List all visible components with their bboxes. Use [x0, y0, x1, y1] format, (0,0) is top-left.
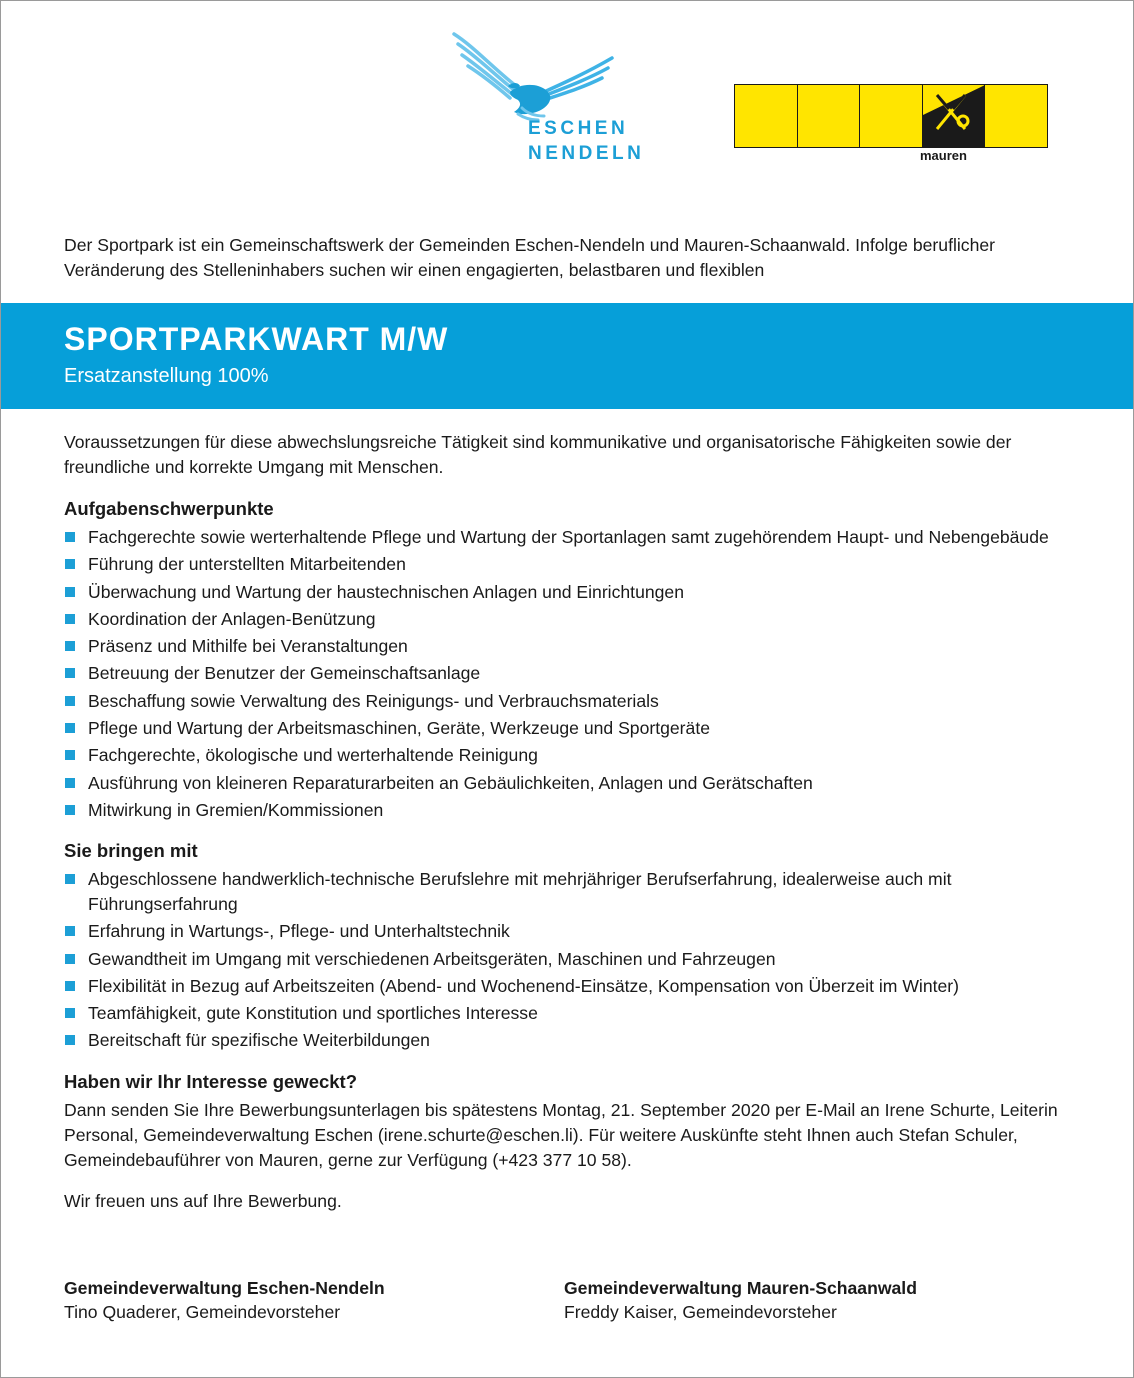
list-item [64, 1028, 1074, 1053]
bullet-square-icon [65, 805, 75, 815]
list-item-text: Bereitschaft für spezifische Weiterbildungen [88, 1030, 430, 1051]
mauren-logo-bar [734, 84, 1048, 148]
bullet-square-icon [65, 641, 75, 651]
job-subtitle: Ersatzanstellung 100% [64, 365, 269, 387]
signature-person: Freddy Kaiser, Gemeindevorsteher [564, 1302, 837, 1322]
list-item-text: Betreuung der Benutzer der Gemeinschaftsanlage [88, 663, 481, 684]
interest-heading: Haben wir Ihr Interesse geweckt? [64, 1070, 358, 1092]
list-item-text: Abgeschlossene handwerklich-technische Berufslehre mit mehrjähriger Berufserfahrung, idealerweise auch mit Führungserfahrung [88, 869, 952, 914]
list-item-text: Flexibilität in Bezug auf Arbeitszeiten (Abend- und Wochenend-Einsätze, Kompensation von Überzeit im Winter) [88, 975, 960, 996]
job-title-banner [1, 303, 1133, 409]
eschen-logo-line1: ESCHEN [528, 118, 629, 139]
list-item [64, 634, 1074, 659]
list-item-text: Präsenz und Mithilfe bei Veranstaltungen [88, 636, 408, 657]
list-item [64, 1001, 1074, 1026]
list-item-text: Überwachung und Wartung der haustechnischen Anlagen und Einrichtungen [88, 581, 684, 602]
list-item [64, 798, 1074, 823]
list-item-text: Fachgerechte sowie werterhaltende Pflege und Wartung der Sportanlagen samt zugehörendem Haupt- und Nebengebäude [88, 527, 1049, 547]
list-item-text: Beschaffung sowie Verwaltung des Reinigungs- und Verbrauchsmaterials [88, 690, 659, 711]
eschen-logo-line2: NENDELN [528, 143, 645, 164]
list-item-text: Teamfähigkeit, gute Konstitution und sportliches Interesse [88, 1003, 538, 1024]
closing-text: Wir freuen uns auf Ihre Bewerbung. [64, 1190, 342, 1211]
bullet-square-icon [65, 696, 75, 706]
list-item [64, 947, 1074, 972]
bullet-square-icon [65, 1008, 75, 1018]
mauren-coat-of-arms [923, 85, 986, 147]
bullet-square-icon [65, 778, 75, 788]
mauren-cell [798, 85, 861, 147]
bullet-square-icon [65, 981, 75, 991]
signature-org: Gemeindeverwaltung Mauren-Schaanwald [564, 1278, 917, 1298]
eschen-nendeln-logo [448, 28, 668, 168]
bullet-square-icon [65, 668, 75, 678]
list-item [64, 552, 1074, 577]
bullet-square-icon [65, 926, 75, 936]
signature-org: Gemeindeverwaltung Eschen-Nendeln [64, 1278, 385, 1298]
list-item-text: Mitwirkung in Gremien/Kommissionen [88, 799, 384, 820]
profile-list [64, 867, 1074, 1052]
application-instructions: Dann senden Sie Ihre Bewerbungsunterlagen bis spätestens Montag, 21. September 2020 per E-Mail an Irene Schurte, Leiterin Personal, Gemeindeverwaltung Eschen (irene.schurte@eschen.li). Für weitere Auskünfte steht Ihnen auch Stefan Schuler, Gemeindebauführer von Mauren, gerne zur Verfügung (+423 377 10 58). [64, 1099, 1058, 1170]
bullet-square-icon [65, 1035, 75, 1045]
signature-eschen [64, 1276, 385, 1324]
intro-text: Der Sportpark ist ein Gemeinschaftswerk der Gemeinden Eschen-Nendeln und Mauren-Schaanwald. Infolge beruflicher Veränderung des Stelleninhabers suchen wir einen engagierten, belastbaren und flexiblen [64, 235, 995, 280]
list-item [64, 867, 1074, 916]
job-title: SPORTPARKWART M/W [64, 321, 449, 357]
coat-of-arms-icon [923, 85, 985, 147]
bullet-square-icon [65, 954, 75, 964]
mauren-cell [860, 85, 923, 147]
bullet-square-icon [65, 874, 75, 884]
list-item [64, 607, 1074, 632]
list-item-text: Fachgerechte, ökologische und werterhaltende Reinigung [88, 745, 538, 766]
bullet-square-icon [65, 750, 75, 760]
bullet-square-icon [65, 614, 75, 624]
requirements-text: Voraussetzungen für diese abwechslungsreiche Tätigkeit sind kommunikative und organisatorische Fähigkeiten sowie der freundliche und korrekte Umgang mit Menschen. [64, 432, 1012, 477]
signature-mauren [564, 1276, 917, 1324]
list-item [64, 716, 1074, 741]
tasks-heading: Aufgabenschwerpunkte [64, 498, 274, 519]
mauren-logo-label: mauren [920, 148, 967, 163]
list-item [64, 661, 1074, 686]
dove-icon [448, 28, 618, 123]
signature-person: Tino Quaderer, Gemeindevorsteher [64, 1302, 341, 1322]
list-item [64, 919, 1074, 944]
bullet-square-icon [65, 723, 75, 733]
list-item [64, 743, 1074, 768]
list-item-text: Erfahrung in Wartungs-, Pflege- und Unterhaltstechnik [88, 921, 510, 942]
bullet-square-icon [65, 559, 75, 569]
mauren-cell [985, 85, 1047, 147]
list-item-text: Koordination der Anlagen-Benützung [88, 608, 376, 629]
profile-heading: Sie bringen mit [64, 840, 198, 862]
list-item-text: Pflege und Wartung der Arbeitsmaschinen, Geräte, Werkzeuge und Sportgeräte [88, 718, 711, 739]
list-item [64, 689, 1074, 714]
list-item [64, 580, 1074, 605]
list-item [64, 771, 1074, 796]
mauren-logo [734, 84, 1048, 166]
list-item-text: Führung der unterstellten Mitarbeitenden [88, 554, 406, 575]
list-item [64, 525, 1074, 550]
list-item-text: Ausführung von kleineren Reparaturarbeiten an Gebäulichkeiten, Anlagen und Gerätschaften [88, 772, 813, 793]
mauren-cell [735, 85, 798, 147]
bullet-square-icon [65, 532, 75, 542]
job-description [64, 430, 1074, 1214]
tasks-list [64, 525, 1074, 822]
bullet-square-icon [65, 587, 75, 597]
list-item [64, 974, 1074, 999]
list-item-text: Gewandtheit im Umgang mit verschiedenen Arbeitsgeräten, Maschinen und Fahrzeugen [88, 948, 776, 969]
